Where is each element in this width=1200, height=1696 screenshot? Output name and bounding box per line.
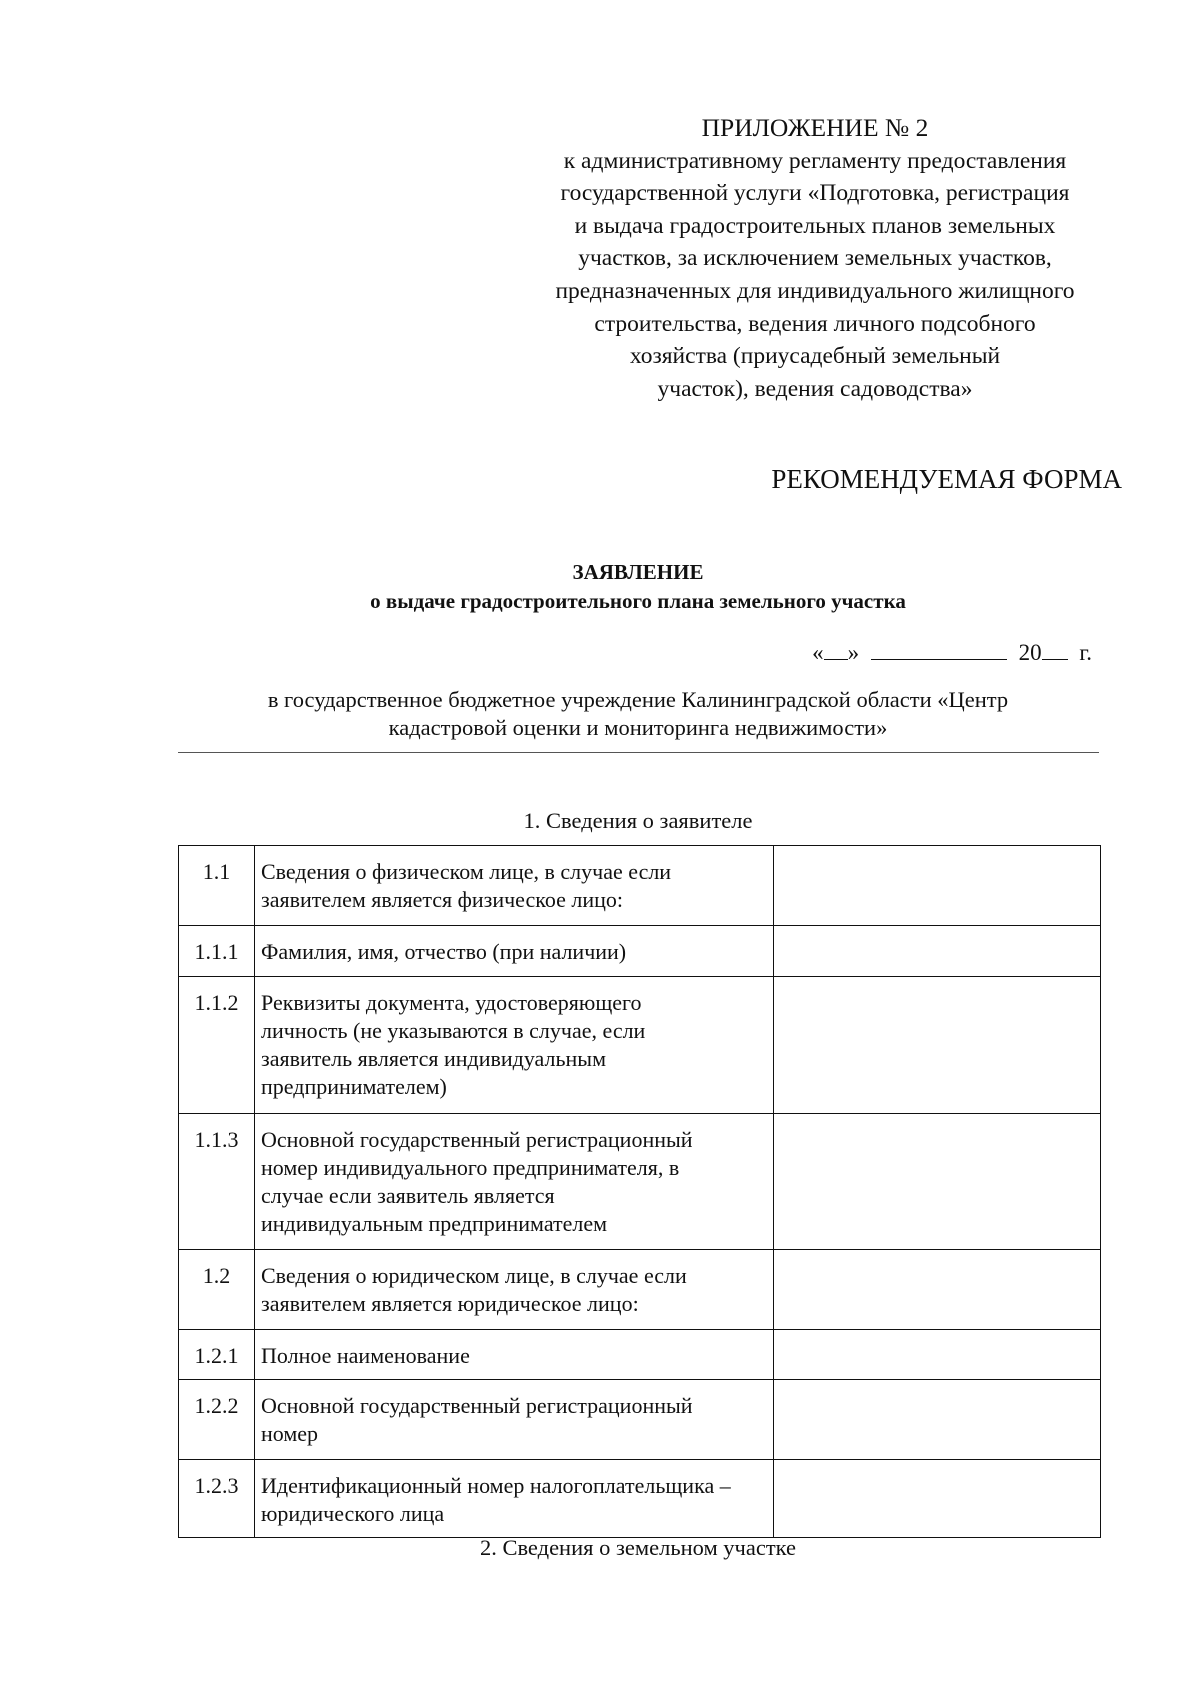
addressee-underline <box>178 752 1099 753</box>
row-value-cell[interactable] <box>774 926 1101 977</box>
row-value-cell[interactable] <box>774 977 1101 1114</box>
row-description-line: заявитель является индивидуальным <box>261 1046 606 1071</box>
appendix-line: государственной услуги «Подготовка, регистрация <box>560 180 1070 207</box>
row-value-cell[interactable] <box>774 846 1101 926</box>
row-description-line: заявителем является физическое лицо: <box>261 887 624 912</box>
row-description <box>255 846 774 926</box>
row-description <box>255 1330 774 1380</box>
section-1-title: 1. Сведения о заявителе <box>523 808 753 833</box>
row-description <box>255 1460 774 1538</box>
row-description-line: Фамилия, имя, отчество (при наличии) <box>261 939 627 964</box>
appendix-line: предназначенных для индивидуального жилищного <box>555 277 1075 304</box>
table-row <box>179 926 1101 977</box>
month-blank[interactable] <box>871 637 1007 660</box>
section-2-title: 2. Сведения о земельном участке <box>479 1535 797 1560</box>
recommended-form-label: РЕКОМЕНДУЕМАЯ ФОРМА <box>771 464 1122 494</box>
document-title: ЗАЯВЛЕНИЕ <box>572 560 704 584</box>
appendix-line: участков, за исключением земельных участков, <box>578 245 1052 272</box>
table-row <box>179 1460 1101 1538</box>
row-description-line: Реквизиты документа, удостоверяющего <box>261 990 642 1015</box>
row-description-line: заявителем является юридическое лицо: <box>261 1291 639 1316</box>
day-blank[interactable] <box>824 637 848 660</box>
row-number: 1.2 <box>179 1250 255 1330</box>
row-description <box>255 1114 774 1250</box>
row-number: 1.2.2 <box>179 1380 255 1460</box>
row-description-line: Полное наименование <box>261 1343 470 1368</box>
row-number: 1.2.3 <box>179 1460 255 1538</box>
row-description-line: номер индивидуального предпринимателя, в <box>261 1155 680 1180</box>
table-row <box>179 846 1101 926</box>
row-value-cell[interactable] <box>774 1460 1101 1538</box>
row-description <box>255 926 774 977</box>
addressee-line: в государственное бюджетное учреждение Калининградской области «Центр <box>267 687 1009 712</box>
row-description <box>255 1250 774 1330</box>
row-description-line: Сведения о физическом лице, в случае если <box>261 859 672 884</box>
date-open-quote: « <box>812 640 824 665</box>
row-number: 1.2.1 <box>179 1330 255 1380</box>
row-description-line: личность (не указываются в случае, если <box>261 1018 646 1043</box>
row-value-cell[interactable] <box>774 1380 1101 1460</box>
row-description-line: индивидуальным предпринимателем <box>261 1211 608 1236</box>
row-description-line: случае если заявитель является <box>261 1183 555 1208</box>
table-row <box>179 1114 1101 1250</box>
row-value-cell[interactable] <box>774 1250 1101 1330</box>
year-blank[interactable] <box>1042 637 1068 660</box>
row-description-line: Сведения о юридическом лице, в случае если <box>261 1263 687 1288</box>
row-description-line: юридического лица <box>261 1501 445 1526</box>
appendix-line: участок), ведения садоводства» <box>657 375 973 402</box>
row-description <box>255 977 774 1114</box>
row-description-line: номер <box>261 1421 319 1446</box>
appendix-line: и выдача градостроительных планов земельных <box>574 212 1056 239</box>
row-number: 1.1.2 <box>179 977 255 1114</box>
appendix-line: строительства, ведения личного подсобного <box>594 310 1036 337</box>
row-number: 1.1 <box>179 846 255 926</box>
table-row <box>179 1250 1101 1330</box>
appendix-line: хозяйства (приусадебный земельный <box>629 343 1001 370</box>
year-suffix: г. <box>1079 640 1092 665</box>
addressee <box>178 686 1098 742</box>
document-subtitle: о выдаче градостроительного плана земельного участка <box>370 589 906 613</box>
row-number: 1.1.3 <box>179 1114 255 1250</box>
row-value-cell[interactable] <box>774 1330 1101 1380</box>
row-description-line: предпринимателем) <box>261 1074 447 1099</box>
row-number: 1.1.1 <box>179 926 255 977</box>
date-line <box>812 637 1092 666</box>
appendix-line: к административному регламенту предоставления <box>563 147 1067 174</box>
addressee-line: кадастровой оценки и мониторинга недвижимости» <box>388 715 888 740</box>
table-row <box>179 1330 1101 1380</box>
row-value-cell[interactable] <box>774 1114 1101 1250</box>
row-description-line: Основной государственный регистрационный <box>261 1393 693 1418</box>
row-description-line: Идентификационный номер налогоплательщика – <box>261 1473 731 1498</box>
appendix-title: ПРИЛОЖЕНИЕ № 2 <box>701 113 929 142</box>
year-prefix: 20 <box>1018 640 1042 665</box>
row-description-line: Основной государственный регистрационный <box>261 1127 693 1152</box>
applicant-info-table <box>178 845 1101 1538</box>
appendix-header <box>470 112 1160 405</box>
table-row <box>179 977 1101 1114</box>
table-row <box>179 1380 1101 1460</box>
row-description <box>255 1380 774 1460</box>
date-close-quote: » <box>847 640 860 665</box>
